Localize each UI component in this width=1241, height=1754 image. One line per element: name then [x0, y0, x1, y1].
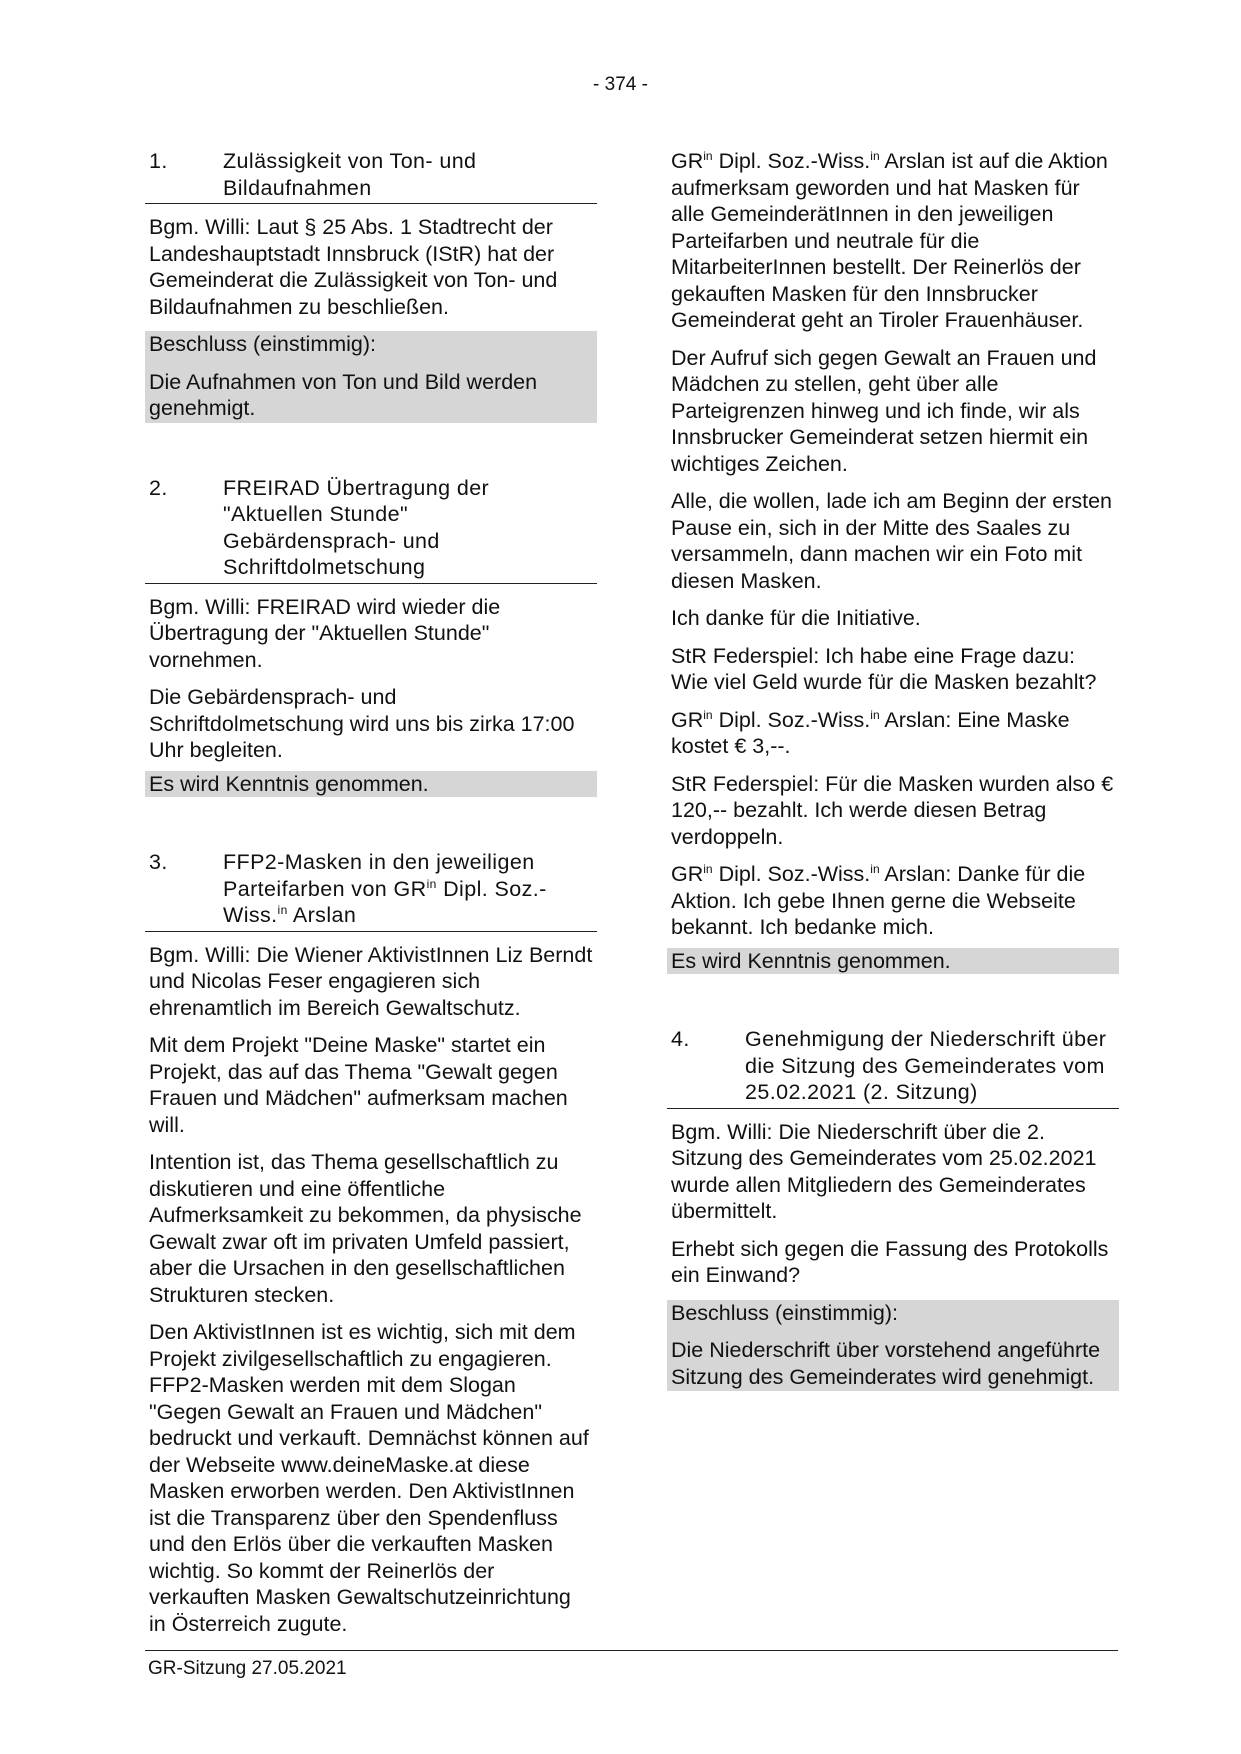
item-number: 4. [671, 1027, 690, 1051]
paragraph: Bgm. Willi: Die Wiener AktivistInnen Liz Berndt und Nicolas Feser engagieren sich ehrenamtlich im Bereich Gewaltschutz. [149, 942, 593, 1020]
superscript: in [703, 148, 713, 163]
item-title: Zulässigkeit von Ton- und Bildaufnahmen [223, 149, 477, 200]
paragraph: Der Aufruf sich gegen Gewalt an Frauen und Mädchen zu stellen, geht über alle Parteigrenzen hinweg und ich finde, wir als Innsbrucker Gemeinderat setzen hiermit ein wichtiges Zeichen. [671, 345, 1097, 476]
item-number: 2. [149, 475, 168, 500]
resolution-text: Die Niederschrift über vorstehend angeführte Sitzung des Gemeinderates wird genehmigt. [667, 1332, 1119, 1391]
resolution-box [145, 331, 597, 423]
resolution-label: Beschluss (einstimmig): [145, 331, 597, 364]
superscript: in [703, 861, 713, 876]
note-box: Es wird Kenntnis genommen. [145, 771, 597, 798]
item-title-line: FREIRAD Übertragung der "Aktuellen Stunde" [223, 475, 490, 526]
superscript: in [870, 861, 880, 876]
superscript: in [870, 148, 880, 163]
paragraph: Bgm. Willi: Laut § 25 Abs. 1 Stadtrecht der Landeshauptstadt Innsbruck (IStR) hat der Gemeinderat die Zulässigkeit von Ton- und Bildaufnahmen zu beschließen. [149, 215, 558, 319]
paragraph: Den AktivistInnen ist es wichtig, sich mit dem Projekt zivilgesellschaftlich zu engagieren. FFP2-Masken werden mit dem Slogan "Gegen Gewalt an Frauen und Mädchen" bedruckt und verkauft. Demnächst können auf der Webseite www.deineMaske.at diese Masken erworben werden. Den AktivistInnen ist die Transparenz über den Spendenfluss und den Erlös über die verkauften Masken wichtig. So kommt der Reinerlös der verkauften Masken Gewaltschutzeinrichtung in Österreich zugute. [149, 1320, 589, 1636]
paragraph: Bgm. Willi: Die Niederschrift über die 2. Sitzung des Gemeinderates vom 25.02.2021 wurde allen Mitgliedern des Gemeinderates übermittelt. [671, 1119, 1097, 1223]
text-part: Dipl. Soz.-Wiss. [712, 149, 871, 173]
paragraph: Alle, die wollen, lade ich am Beginn der ersten Pause ein, sich in der Mitte des Saales zu versammeln, dann machen wir ein Foto mit diesen Masken. [671, 489, 1113, 593]
left-column [145, 148, 597, 1648]
text-part: Arslan: Eine Maske kostet € 3,--. [671, 707, 1070, 758]
title-part: Dipl. Soz.-Wiss. [223, 876, 547, 927]
footer-text: GR-Sitzung 27.05.2021 [148, 1658, 347, 1679]
paragraph [667, 148, 1119, 334]
superscript: in [426, 876, 437, 891]
superscript: in [277, 902, 288, 917]
text-part: GR [671, 149, 704, 173]
footer-divider [145, 1650, 1118, 1651]
item-number: 1. [149, 149, 168, 173]
text-part: Arslan ist auf die Aktion aufmerksam geworden und hat Masken für alle GemeinderätInnen in den jeweiligen Parteifarben und neutrale für die MitarbeiterInnen bestellt. Der Reinerlös der gekauften Masken für den Innsbrucker Gemeinderat geht an Tiroler Frauenhäuser. [671, 149, 1108, 332]
paragraph [667, 861, 1119, 941]
paragraph: Die Gebärdensprach- und Schriftdolmetschung wird uns bis zirka 17:00 Uhr begleiten. [149, 685, 575, 762]
item-subtitle-line: Gebärdensprach- und Schriftdolmetschung [223, 528, 440, 579]
text-part: GR [671, 862, 704, 886]
paragraph: Ich danke für die Initiative. [671, 606, 921, 630]
paragraph: StR Federspiel: Für die Masken wurden also € 120,-- bezahlt. Ich werde diesen Betrag verdoppeln. [671, 771, 1114, 849]
item-title: Genehmigung der Niederschrift über die Sitzung des Gemeinderates vom 25.02.2021 (2. Sitzung) [745, 1027, 1107, 1104]
item-1-heading [145, 148, 597, 204]
text-part: GR [671, 707, 704, 732]
text-part: Arslan: Danke für die Aktion. Ich gebe Ihnen gerne die Webseite bekannt. Ich bedanke mich. [671, 862, 1086, 939]
right-column [667, 148, 1119, 1391]
item-number: 3. [149, 850, 168, 874]
paragraph: StR Federspiel: Ich habe eine Frage dazu: Wie viel Geld wurde für die Masken bezahlt? [671, 643, 1097, 694]
item-3-heading [145, 849, 597, 932]
paragraph: Intention ist, das Thema gesellschaftlich zu diskutieren und eine öffentliche Aufmerksamkeit zu bekommen, da physische Gewalt zwar oft im privaten Umfeld passiert, aber die Ursachen in den gesellschaftlichen Strukturen stecken. [149, 1150, 582, 1307]
superscript: in [703, 707, 713, 722]
resolution-box [667, 1300, 1119, 1392]
paragraph [667, 707, 1119, 760]
page-number: - 374 - [593, 74, 648, 95]
item-4-heading [667, 1026, 1119, 1109]
item-title [223, 475, 593, 581]
note-box: Es wird Kenntnis genommen. [667, 948, 1119, 975]
superscript: in [870, 707, 880, 722]
paragraph: Erhebt sich gegen die Fassung des Protokolls ein Einwand? [671, 1236, 1109, 1287]
resolution-label: Beschluss (einstimmig): [667, 1300, 1119, 1333]
text-part: Dipl. Soz.-Wiss. [712, 862, 871, 886]
paragraph: Mit dem Projekt "Deine Maske" startet ein Projekt, das auf das Thema "Gewalt gegen Frauen und Mädchen" aufmerksam machen will. [149, 1033, 568, 1137]
title-part: Arslan [287, 903, 357, 927]
text-part: Dipl. Soz.-Wiss. [712, 707, 871, 732]
title-part: FFP2-Masken in den jeweiligen Parteifarben von GR [223, 850, 535, 901]
item-title [223, 849, 593, 929]
paragraph: Bgm. Willi: FREIRAD wird wieder die Übertragung der "Aktuellen Stunde" vornehmen. [149, 594, 501, 672]
resolution-text: Die Aufnahmen von Ton und Bild werden genehmigt. [145, 364, 597, 423]
item-2-heading [145, 475, 597, 584]
